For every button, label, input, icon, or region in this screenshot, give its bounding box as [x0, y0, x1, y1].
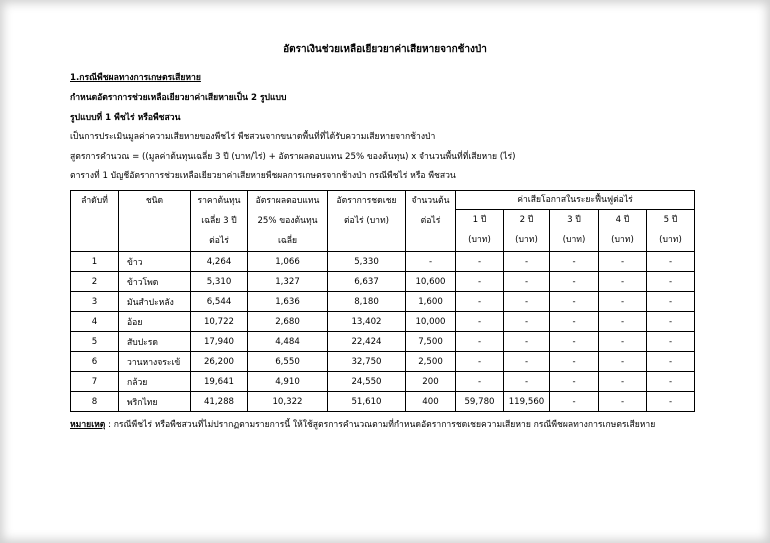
cell-year-5: - — [647, 352, 695, 372]
header-year-3: 3 ปี (บาท) — [550, 210, 599, 252]
table-row — [71, 352, 695, 372]
cell-year-2: - — [504, 292, 550, 312]
cell-no: 6 — [71, 352, 119, 372]
cell-return: 1,066 — [248, 252, 328, 272]
cell-cost: 17,940 — [191, 332, 248, 352]
cell-year-4: - — [599, 372, 647, 392]
cell-year-5: - — [647, 292, 695, 312]
cell-year-2: - — [504, 352, 550, 372]
cell-year-4: - — [599, 252, 647, 272]
cell-year-4: - — [599, 352, 647, 372]
cell-year-1: - — [456, 252, 504, 272]
table-row — [71, 332, 695, 352]
cell-return: 1,327 — [248, 272, 328, 292]
cell-cost: 26,200 — [191, 352, 248, 372]
cell-year-2: - — [504, 312, 550, 332]
cell-kind: พริกไทย — [119, 392, 191, 412]
cell-cost: 4,264 — [191, 252, 248, 272]
cell-year-5: - — [647, 312, 695, 332]
table-row — [71, 372, 695, 392]
cell-tree-count: 2,500 — [406, 352, 456, 372]
cell-cost: 10,722 — [191, 312, 248, 332]
cell-tree-count: 400 — [406, 392, 456, 412]
cell-cost: 6,544 — [191, 292, 248, 312]
cell-compensation: 8,180 — [328, 292, 406, 312]
footnote-text: : กรณีพืชไร่ หรือพืชสวนที่ไม่ปรากฏตามรายการนี้ ให้ใช้สูตรการคำนวณตามที่กำหนดอัตราการชดเชยความเสียหาย กรณีพืชผลทางการเกษตรเสียหาย — [105, 420, 656, 430]
cell-year-4: - — [599, 392, 647, 412]
cell-year-2: - — [504, 252, 550, 272]
cell-year-2: - — [504, 272, 550, 292]
cell-kind: สับปะรด — [119, 332, 191, 352]
cell-year-1: - — [456, 332, 504, 352]
header-compensation: อัตราการชดเชย ต่อไร่ (บาท) — [328, 191, 406, 252]
cell-no: 7 — [71, 372, 119, 392]
footnote — [70, 417, 655, 431]
header-cost: ราคาต้นทุน เฉลี่ย 3 ปี ต่อไร่ — [191, 191, 248, 252]
header-year-5: 5 ปี (บาท) — [647, 210, 695, 252]
table-row — [71, 392, 695, 412]
cell-year-2: - — [504, 372, 550, 392]
cell-year-3: - — [550, 332, 599, 352]
table-row — [71, 292, 695, 312]
format-heading: รูปแบบที่ 1 พืชไร่ หรือพืชสวน — [70, 113, 181, 123]
document-title: อัตราเงินช่วยเหลือเยียวยาค่าเสียหายจากช้างป่า — [283, 44, 487, 55]
cell-cost: 5,310 — [191, 272, 248, 292]
cell-kind: ข้าวโพด — [119, 272, 191, 292]
cell-return: 10,322 — [248, 392, 328, 412]
cell-year-5: - — [647, 392, 695, 412]
header-opportunity-cost: ค่าเสียโอกาสในระยะฟื้นฟูต่อไร่ — [456, 191, 695, 210]
cell-no: 5 — [71, 332, 119, 352]
cell-compensation: 5,330 — [328, 252, 406, 272]
cell-year-5: - — [647, 252, 695, 272]
header-return: อัตราผลตอบแทน 25% ของต้นทุน เฉลี่ย — [248, 191, 328, 252]
cell-tree-count: 10,600 — [406, 272, 456, 292]
cell-return: 4,910 — [248, 372, 328, 392]
cell-tree-count: 10,000 — [406, 312, 456, 332]
cell-year-2: - — [504, 332, 550, 352]
cell-year-2: 119,560 — [504, 392, 550, 412]
cell-compensation: 22,424 — [328, 332, 406, 352]
cell-no: 8 — [71, 392, 119, 412]
cell-kind: มันสำปะหลัง — [119, 292, 191, 312]
table-row — [71, 272, 695, 292]
cell-compensation: 32,750 — [328, 352, 406, 372]
cell-tree-count: 1,600 — [406, 292, 456, 312]
cell-return: 2,680 — [248, 312, 328, 332]
cell-tree-count: 200 — [406, 372, 456, 392]
cell-year-4: - — [599, 312, 647, 332]
cell-year-3: - — [550, 272, 599, 292]
cell-year-4: - — [599, 292, 647, 312]
cell-tree-count: - — [406, 252, 456, 272]
cell-compensation: 24,550 — [328, 372, 406, 392]
cell-year-1: - — [456, 352, 504, 372]
header-year-2: 2 ปี (บาท) — [504, 210, 550, 252]
cell-kind: กล้วย — [119, 372, 191, 392]
compensation-table — [70, 190, 695, 412]
cell-compensation: 13,402 — [328, 312, 406, 332]
header-tree-count: จำนวนต้น ต่อไร่ — [406, 191, 456, 252]
cell-year-5: - — [647, 332, 695, 352]
table-caption: ตารางที่ 1 บัญชีอัตราการช่วยเหลือเยียวยาค่าเสียหายพืชผลการเกษตรจากช้างป่า กรณีพืชไร่ หรือ พืชสวน — [70, 171, 456, 181]
cell-year-3: - — [550, 252, 599, 272]
cell-no: 4 — [71, 312, 119, 332]
header-kind: ชนิด — [119, 191, 191, 252]
cell-year-1: - — [456, 372, 504, 392]
description-text: เป็นการประเมินมูลค่าความเสียหายของพืชไร่ พืชสวนจากขนาดพื้นที่ที่ได้รับความเสียหายจากช้างป่า — [70, 132, 436, 142]
cell-return: 4,484 — [248, 332, 328, 352]
cell-year-3: - — [550, 372, 599, 392]
cell-return: 1,636 — [248, 292, 328, 312]
cell-no: 3 — [71, 292, 119, 312]
cell-year-3: - — [550, 392, 599, 412]
cell-tree-count: 7,500 — [406, 332, 456, 352]
cell-return: 6,550 — [248, 352, 328, 372]
cell-year-4: - — [599, 272, 647, 292]
subheading: กำหนดอัตราการช่วยเหลือเยียวยาค่าเสียหายเป็น 2 รูปแบบ — [70, 93, 287, 103]
cell-year-5: - — [647, 272, 695, 292]
table-row — [71, 252, 695, 272]
cell-kind: อ้อย — [119, 312, 191, 332]
cell-compensation: 51,610 — [328, 392, 406, 412]
cell-kind: วานหางจระเข้ — [119, 352, 191, 372]
header-no: ลำดับที่ — [71, 191, 119, 252]
cell-no: 2 — [71, 272, 119, 292]
cell-compensation: 6,637 — [328, 272, 406, 292]
cell-cost: 41,288 — [191, 392, 248, 412]
formula-text: สูตรการคำนวณ = ((มูลค่าต้นทุนเฉลี่ย 3 ปี (บาท/ไร่) + อัตราผลตอบแทน 25% ของต้นทุน) x จำนวนพื้นที่ที่เสียหาย (ไร่) — [70, 152, 516, 162]
cell-year-4: - — [599, 332, 647, 352]
cell-year-5: - — [647, 372, 695, 392]
cell-year-3: - — [550, 312, 599, 332]
cell-year-1: - — [456, 292, 504, 312]
cell-year-1: 59,780 — [456, 392, 504, 412]
cell-no: 1 — [71, 252, 119, 272]
cell-year-1: - — [456, 312, 504, 332]
table-row — [71, 312, 695, 332]
footnote-label: หมายเหตุ — [70, 420, 106, 430]
header-year-4: 4 ปี (บาท) — [599, 210, 647, 252]
cell-year-1: - — [456, 272, 504, 292]
cell-kind: ข้าว — [119, 252, 191, 272]
cell-cost: 19,641 — [191, 372, 248, 392]
header-year-1: 1 ปี (บาท) — [456, 210, 504, 252]
table-header-row — [71, 191, 695, 210]
section-heading: 1.กรณีพืชผลทางการเกษตรเสียหาย — [70, 73, 201, 83]
cell-year-3: - — [550, 292, 599, 312]
cell-year-3: - — [550, 352, 599, 372]
